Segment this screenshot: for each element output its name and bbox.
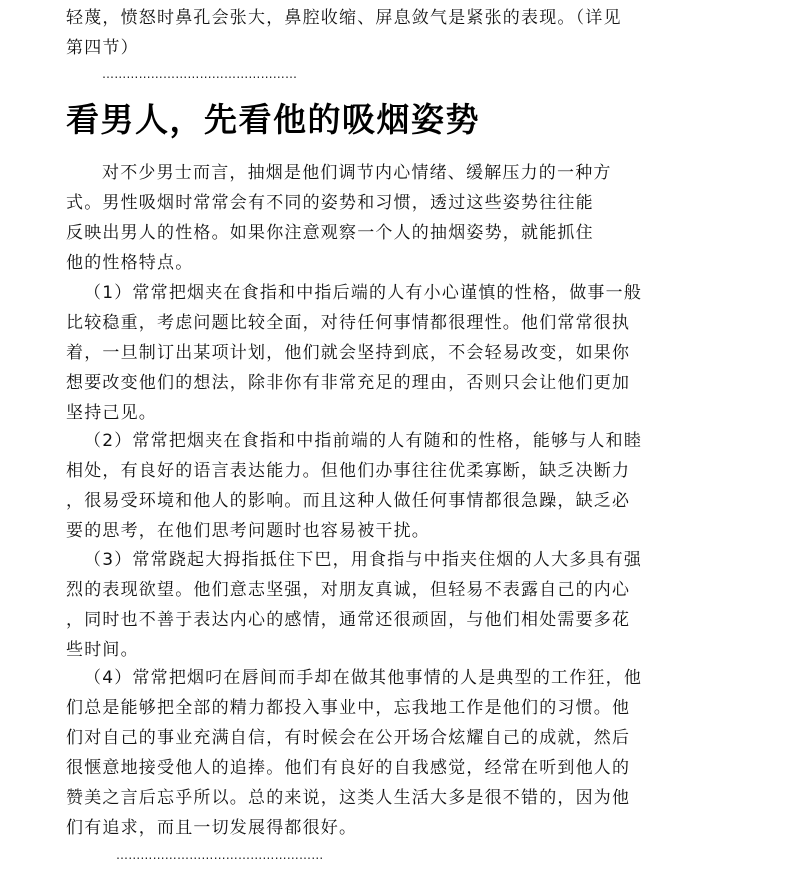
intro-line: 反映出男人的性格。如果你注意观察一个人的抽烟姿势，就能抓住 [66,223,594,243]
intro-line: 他的性格特点。 [66,253,194,273]
item1-line: （1）常常把烟夹在食指和中指后端的人有小心谨慎的性格，做事一般 [84,283,643,303]
item2-line: （2）常常把烟夹在食指和中指前端的人有随和的性格，能够与人和睦 [84,431,643,451]
divider-bottom: …………………………………………… [116,848,324,862]
item4-line: 赞美之言后忘乎所以。总的来说，这类人生活大多是很不错的，因为他 [66,788,631,808]
item3-line: 些时间。 [66,640,139,660]
item2-line: 相处，有良好的语言表达能力。但他们办事往往优柔寡断，缺乏决断力 [66,461,631,481]
item2-line: ，很易受环境和他人的影响。而且这种人做任何事情都很急躁，缺乏必 [66,491,631,511]
item1-line: 想要改变他们的想法，除非你有非常充足的理由，否则只会让他们更加 [66,373,631,393]
item4-line: （4）常常把烟叼在唇间而手却在做其他事情的人是典型的工作狂，他 [84,668,643,688]
prev-section-line: 轻蔑，愤怒时鼻孔会张大，鼻腔收缩、屏息敛气是紧张的表现。（详见 [66,8,622,28]
prev-section-line: 第四节） [66,38,139,58]
item1-line: 比较稳重，考虑问题比较全面，对待任何事情都很理性。他们常常很执 [66,313,631,333]
item1-line: 坚持己见。 [66,403,157,423]
item4-line: 很惬意地接受他人的追捧。他们有良好的自我感觉，经常在听到他人的 [66,758,631,778]
section-title: 看男人，先看他的吸烟姿势 [66,100,480,139]
item3-line: ，同时也不善于表达内心的感情，通常还很顽固，与他们相处需要多花 [66,610,631,630]
divider-top: ………………………………………… [102,67,298,81]
item1-line: 着，一旦制订出某项计划，他们就会坚持到底，不会轻易改变，如果你 [66,343,631,363]
intro-line: 式。男性吸烟时常常会有不同的姿势和习惯，透过这些姿势往往能 [66,193,594,213]
item4-line: 们总是能够把全部的精力都投入事业中，忘我地工作是他们的习惯。他 [66,698,631,718]
intro-line: 对不少男士而言，抽烟是他们调节内心情绪、缓解压力的一种方 [102,163,612,183]
item4-line: 们对自己的事业充满自信，有时候会在公开场合炫耀自己的成就，然后 [66,728,631,748]
item2-line: 要的思考，在他们思考问题时也容易被干扰。 [66,521,430,541]
item3-line: （3）常常跷起大拇指抵住下巴，用食指与中指夹住烟的人大多具有强 [84,550,643,570]
item4-line: 们有追求，而且一切发展得都很好。 [66,818,358,838]
item3-line: 烈的表现欲望。他们意志坚强，对朋友真诚，但轻易不表露自己的内心 [66,580,631,600]
